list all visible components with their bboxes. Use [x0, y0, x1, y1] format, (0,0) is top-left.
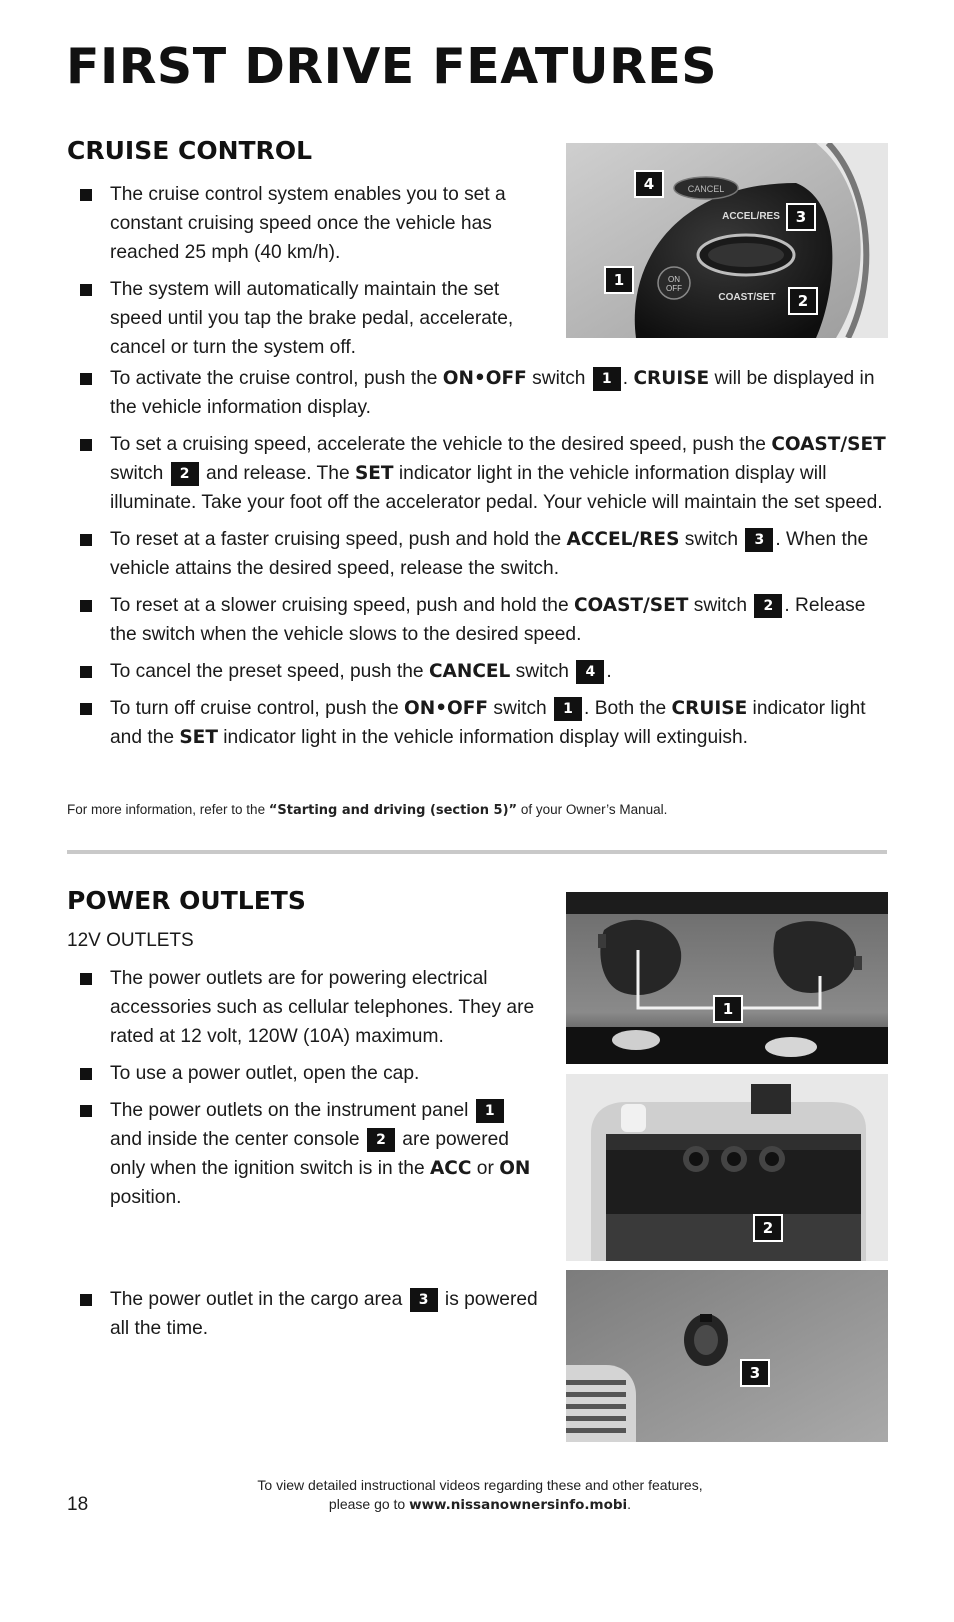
coast-set-label: COAST/SET [718, 292, 776, 303]
list-item: To use a power outlet, open the cap. [80, 1059, 540, 1088]
bullet-square-icon [80, 1294, 92, 1306]
power-outlets-heading: POWER OUTLETS [67, 886, 306, 915]
bullet-square-icon [80, 666, 92, 678]
accel-res-label: ACCEL/RES [722, 211, 780, 222]
callout-badge: 3 [745, 528, 773, 552]
bullet-square-icon [80, 284, 92, 296]
outlets-subheading: 12V OUTLETS [67, 930, 194, 951]
callout-badge: 2 [367, 1128, 395, 1152]
bullet-square-icon [80, 439, 92, 451]
owners-info-link[interactable]: www.nissanownersinfo.mobi [409, 1497, 628, 1513]
list-item: To turn off cruise control, push the ON•OFF switch 1 . Both the CRUISE indicator light and the SET indicator light in the vehicle information display will extinguish. [80, 694, 890, 752]
section-divider [67, 850, 887, 854]
callout-badge: 2 [171, 462, 199, 486]
cruise-bullets-top [80, 180, 530, 370]
list-item: The cruise control system enables you to set a constant cruising speed once the vehicle has reached 25 mph (40 km/h). [80, 180, 530, 267]
bullet-square-icon [80, 534, 92, 546]
list-item: The power outlets are for powering electrical accessories such as cellular telephones. They are rated at 12 volt, 120W (10A) maximum. [80, 964, 540, 1051]
list-item: To activate the cruise control, push the ON•OFF switch 1 . CRUISE will be displayed in the vehicle information display. [80, 364, 890, 422]
bullet-square-icon [80, 703, 92, 715]
off-label: OFF [666, 284, 682, 293]
bullet-square-icon [80, 1105, 92, 1117]
list-item: To cancel the preset speed, push the CANCEL switch 4 . [80, 657, 890, 686]
cruise-control-photo [566, 143, 888, 338]
bullet-square-icon [80, 189, 92, 201]
page-title: FIRST DRIVE FEATURES [66, 38, 718, 95]
callout-badge: 1 [604, 266, 634, 294]
cargo-area-outlet-photo [566, 1270, 888, 1442]
callout-badge: 3 [740, 1359, 770, 1387]
list-item: The power outlet in the cargo area 3 is powered all the time. [80, 1285, 560, 1343]
footer-note: To view detailed instructional videos regarding these and other features, please go to www.nissanownersinfo.mobi. [257, 1477, 703, 1513]
list-item: To reset at a slower cruising speed, push and hold the COAST/SET switch 2 . Release the switch when the vehicle slows to the desired speed. [80, 591, 890, 649]
page-number: 18 [67, 1494, 89, 1515]
owners-manual-note: For more information, refer to the “Starting and driving (section 5)” of your Owner’s Manual. [67, 802, 668, 818]
on-label: ON [668, 275, 680, 284]
list-item: The system will automatically maintain the set speed until you tap the brake pedal, accelerate, cancel or turn the system off. [80, 275, 530, 362]
callout-badge: 4 [634, 170, 664, 198]
bullet-square-icon [80, 1068, 92, 1080]
callout-badge: 1 [554, 697, 582, 721]
callout-badge: 3 [786, 203, 816, 231]
list-item: To set a cruising speed, accelerate the vehicle to the desired speed, push the COAST/SET switch 2 and release. The SET indicator light in the vehicle information display will illuminate. Take your foot off the accelerator pedal. Your vehicle will maintain the set speed. [80, 430, 890, 517]
instrument-panel-outlets-photo [566, 892, 888, 1064]
cruise-bullets-main [80, 364, 890, 760]
callout-badge: 2 [788, 287, 818, 315]
bullet-square-icon [80, 973, 92, 985]
power-bullets [80, 964, 540, 1220]
bullet-square-icon [80, 600, 92, 612]
cruise-control-heading: CRUISE CONTROL [67, 136, 312, 165]
callout-badge: 2 [753, 1214, 783, 1242]
list-item: The power outlets on the instrument panel 1 and inside the center console 2 are powered only when the ignition switch is in the ACC or ON position. [80, 1096, 540, 1212]
callout-badge: 2 [754, 594, 782, 618]
callout-badge: 4 [576, 660, 604, 684]
list-item: To reset at a faster cruising speed, push and hold the ACCEL/RES switch 3 . When the vehicle attains the desired speed, release the switch. [80, 525, 890, 583]
bullet-square-icon [80, 373, 92, 385]
power-bullets-cargo [80, 1285, 560, 1351]
callout-badge: 1 [593, 367, 621, 391]
callout-badge: 3 [410, 1288, 438, 1312]
center-console-outlets-photo [566, 1074, 888, 1261]
callout-badge: 1 [476, 1099, 504, 1123]
cancel-label: CANCEL [687, 184, 725, 194]
callout-badge: 1 [713, 995, 743, 1023]
